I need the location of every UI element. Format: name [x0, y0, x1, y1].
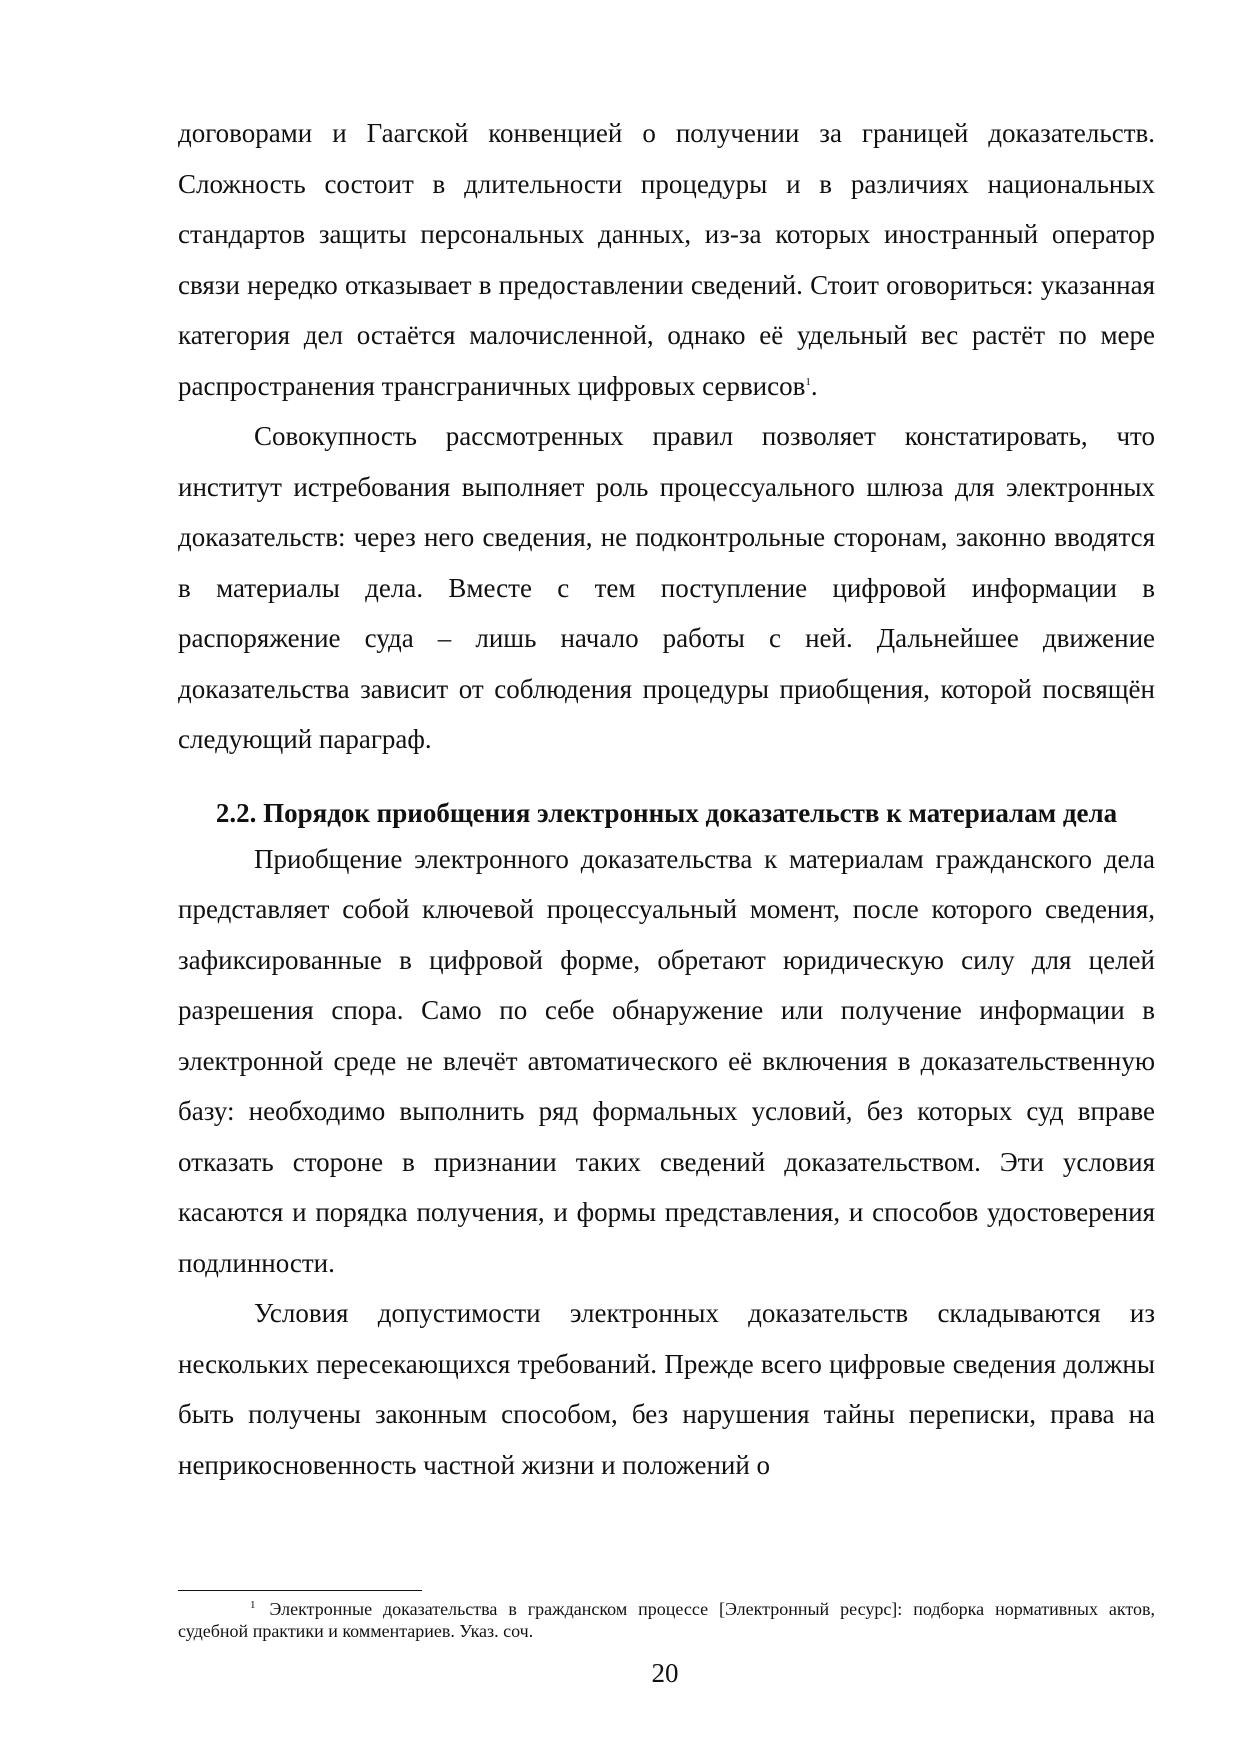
- body-paragraph-3: Приобщение электронного доказательства к материалам гражданского дела представляет собой ключевой процессуальный момент, после которого сведения, зафиксированные в цифровой форме, обретают юридическую силу для целей разрешения спора. Само по себе обнаружение или получение информации в электронной среде не влечёт автоматического её включения в доказательственную базу: необходимо выполнить ряд формальных условий, без которых суд вправе отказать стороне в признании таких сведений доказательством. Эти условия касаются и порядка получения, и формы представления, и способов удостоверения подлинности.: [178, 843, 1155, 1278]
- footnote-number: 1: [250, 1599, 256, 1611]
- page-number: 20: [651, 1658, 679, 1688]
- body-paragraph-1-end: .: [810, 370, 818, 401]
- body-paragraph-4: Условия допустимости электронных доказательств складываются из нескольких пересекающихся требований. Прежде всего цифровые сведения должны быть получены законным способом, без нарушения тайны переписки, права на неприкосновенность частной жизни и положений о: [178, 1298, 1155, 1480]
- footnote-reference: 1: [805, 375, 811, 388]
- footnote-text: Электронные доказательства в гражданском процессе [Электронный ресурс]: подборка нормативных актов, судебной практики и комментариев. Указ. соч.: [178, 1599, 1155, 1641]
- page-body: [178, 108, 1155, 1490]
- body-paragraph-1-text: договорами и Гаагской конвенцией о получении за границей доказательств. Сложность состоит в длительности процедуры и в различиях национальных стандартов защиты персональных данных, из-за которых иностранный оператор связи нередко отказывает в предоставлении сведений. Стоит оговориться: указанная категория дел остаётся малочисленной, однако её удельный вес растёт по мере распространения трансграничных цифровых сервисов: [178, 118, 1155, 401]
- section-heading: 2.2. Порядок приобщения электронных доказательств к материалам дела: [215, 797, 1118, 828]
- footnote: [178, 1598, 1155, 1642]
- body-paragraph-2: Совокупность рассмотренных правил позволяет констатировать, что институт истребования выполняет роль процессуального шлюза для электронных доказательств: через него сведения, не подконтрольные сторонам, законно вводятся в материалы дела. Вместе с тем поступление цифровой информации в распоряжение суда – лишь начало работы с ней. Дальнейшее движение доказательства зависит от соблюдения процедуры приобщения, которой посвящён следующий параграф.: [178, 421, 1155, 754]
- body-paragraph-1: [178, 108, 1155, 411]
- footnote-divider: [178, 1590, 422, 1591]
